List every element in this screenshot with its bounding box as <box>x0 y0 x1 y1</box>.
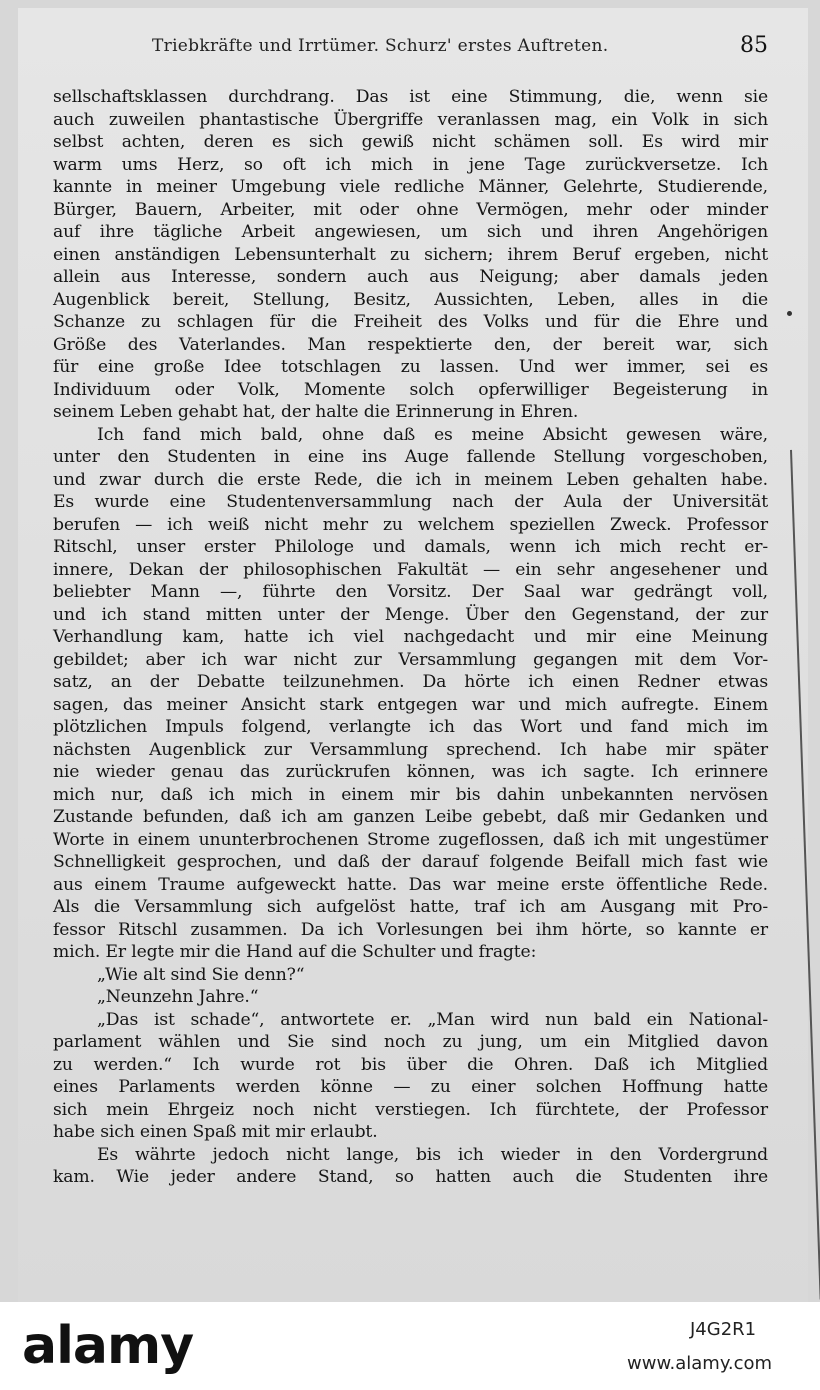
body-text <box>53 86 768 1189</box>
text-line: Augenblick bereit, Stellung, Besitz, Aussichten, Leben, alles in die <box>53 289 768 310</box>
watermark-image-id: J4G2R1 <box>690 1319 757 1340</box>
text-line: sich mein Ehrgeiz noch nicht verstiegen. Ich fürchtete, der Professor <box>53 1099 768 1120</box>
text-line: Bürger, Bauern, Arbeiter, mit oder ohne Vermögen, mehr oder minder <box>53 199 768 220</box>
text-line: aus einem Traume aufgeweckt hatte. Das war meine erste öffentliche Rede. <box>53 874 768 895</box>
watermark-url: www.alamy.com <box>627 1353 773 1374</box>
text-line: mich nur, daß ich mich in einem mir bis dahin unbekannten nervösen <box>53 784 768 805</box>
text-line: Zustande befunden, daß ich am ganzen Leibe gebebt, daß mir Gedanken und <box>53 807 768 827</box>
text-line: warm ums Herz, so oft ich mich in jene Tage zurückversetze. Ich <box>53 154 768 175</box>
text-line: Als die Versammlung sich aufgelöst hatte, traf ich am Ausgang mit Pro- <box>53 897 768 917</box>
text-line: gebildet; aber ich war nicht zur Versammlung gegangen mit dem Vor- <box>53 649 768 670</box>
text-line: zu werden.“ Ich wurde rot bis über die Ohren. Daß ich Mitglied <box>53 1054 768 1075</box>
text-line: Verhandlung kam, hatte ich viel nachgedacht und mir eine Meinung <box>53 627 768 647</box>
text-line: kam. Wie jeder andere Stand, so hatten auch die Studenten ihre <box>53 1167 768 1187</box>
text-line: fessor Ritschl zusammen. Da ich Vorlesungen bei ihm hörte, so kannte er <box>53 919 768 940</box>
text-line: nie wieder genau das zurückrufen können, was ich sagte. Ich erinnere <box>53 762 768 782</box>
text-line: Größe des Vaterlandes. Man respektierte den, der bereit war, sich <box>53 334 768 355</box>
text-line: plötzlichen Impuls folgend, verlangte ich das Wort und fand mich im <box>53 717 768 737</box>
text-line: auf ihre tägliche Arbeit angewiesen, um sich und ihren Angehörigen <box>53 222 768 242</box>
text-line: einen anständigen Lebensunterhalt zu sichern; ihrem Beruf ergeben, nicht <box>53 244 768 265</box>
text-line: unter den Studenten in eine ins Auge fallende Stellung vorgeschoben, <box>53 447 768 467</box>
watermark-logo: alamy <box>22 1316 194 1376</box>
text-line: Ritschl, unser erster Philologe und damals, wenn ich mich recht er- <box>53 537 768 557</box>
running-header: Triebkräfte und Irrtümer. Schurz' erstes Auftreten. <box>152 36 609 56</box>
text-line: „Wie alt sind Sie denn?“ <box>97 964 305 985</box>
text-line: Es währte jedoch nicht lange, bis ich wieder in den Vordergrund <box>97 1144 768 1165</box>
text-line: sellschaftsklassen durchdrang. Das ist eine Stimmung, die, wenn sie <box>53 87 768 107</box>
text-line: Individuum oder Volk, Momente solch opferwilliger Begeisterung in <box>53 379 768 400</box>
text-line: seinem Leben gehabt hat, der halte die Erinnerung in Ehren. <box>53 402 579 422</box>
text-line: Schnelligkeit gesprochen, und daß der darauf folgende Beifall mich fast wie <box>53 852 768 872</box>
text-line: nächsten Augenblick zur Versammlung sprechend. Ich habe mir später <box>53 739 768 760</box>
text-line: mich. Er legte mir die Hand auf die Schulter und fragte: <box>53 942 537 962</box>
text-line: „Neunzehn Jahre.“ <box>97 987 259 1007</box>
text-line: selbst achten, deren es sich gewiß nicht schämen soll. Es wird mir <box>53 132 768 152</box>
text-line: für eine große Idee totschlagen zu lassen. Und wer immer, sei es <box>53 357 768 377</box>
text-line: „Das ist schade“, antwortete er. „Man wird nun bald ein National- <box>97 1009 768 1030</box>
text-line: auch zuweilen phantastische Übergriffe veranlassen mag, ein Volk in sich <box>53 109 768 130</box>
text-line: Es wurde eine Studentenversammlung nach der Aula der Universität <box>53 492 768 512</box>
text-line: beliebter Mann —, führte den Vorsitz. Der Saal war gedrängt voll, <box>53 582 768 602</box>
text-line: Ich fand mich bald, ohne daß es meine Absicht gewesen wäre, <box>97 424 768 445</box>
text-line: eines Parlaments werden könne — zu einer solchen Hoffnung hatte <box>53 1077 768 1097</box>
page-number: 85 <box>740 33 768 58</box>
text-line: Worte in einem ununterbrochenen Strome zugeflossen, daß ich mit ungestümer <box>53 829 768 850</box>
text-line: allein aus Interesse, sondern auch aus Neigung; aber damals jeden <box>53 267 768 287</box>
text-line: und zwar durch die erste Rede, die ich in meinem Leben gehalten habe. <box>53 469 768 490</box>
text-line: satz, an der Debatte teilzunehmen. Da hörte ich einen Redner etwas <box>53 672 768 692</box>
text-line: kannte in meiner Umgebung viele redliche Männer, Gelehrte, Studierende, <box>53 177 768 197</box>
text-line: und ich stand mitten unter der Menge. Über den Gegenstand, der zur <box>53 604 768 625</box>
text-line: innere, Dekan der philosophischen Fakultät — ein sehr angesehener und <box>53 559 768 580</box>
text-line: parlament wählen und Sie sind noch zu jung, um ein Mitglied davon <box>53 1032 768 1052</box>
text-line: Schanze zu schlagen für die Freiheit des Volks und für die Ehre und <box>53 312 768 332</box>
text-line: sagen, das meiner Ansicht stark entgegen war und mich aufregte. Einem <box>53 694 768 715</box>
text-line: habe sich einen Spaß mit mir erlaubt. <box>53 1122 378 1142</box>
text-line: berufen — ich weiß nicht mehr zu welchem speziellen Zweck. Professor <box>53 514 768 535</box>
ink-spot <box>787 311 792 316</box>
